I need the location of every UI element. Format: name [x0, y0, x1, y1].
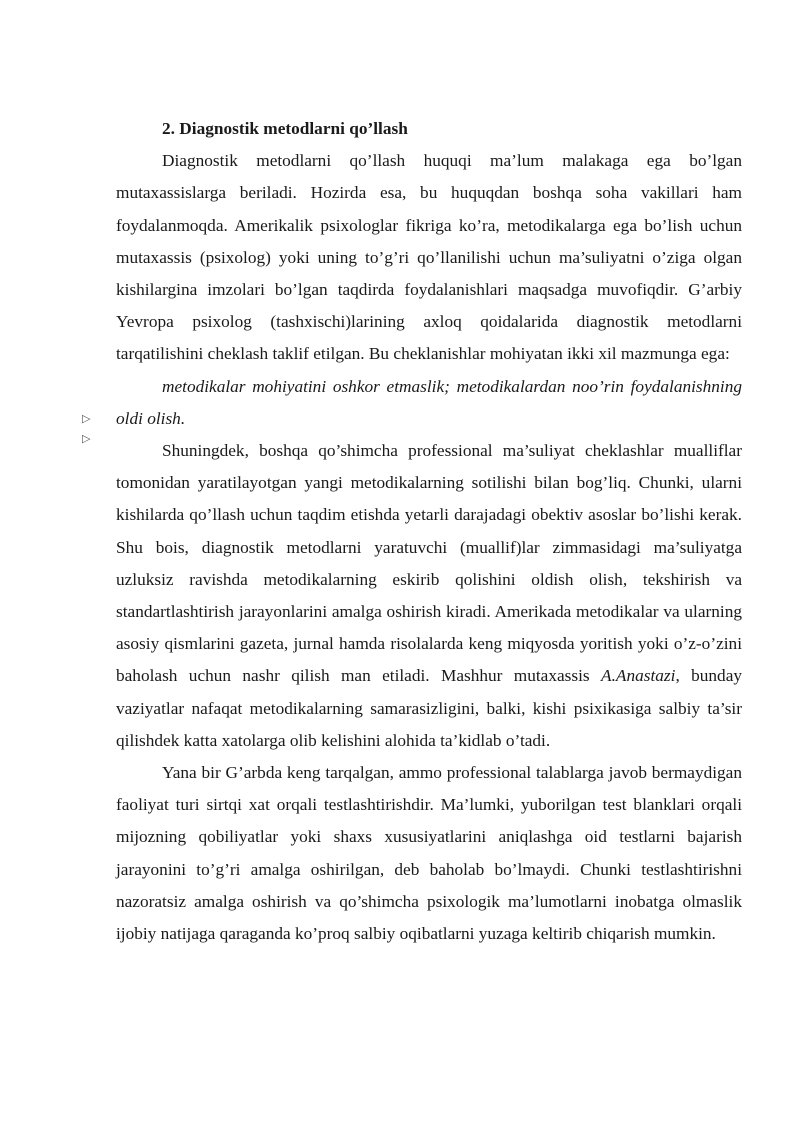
paragraph-4: Yana bir G’arbda keng tarqalgan, ammo professional talablarga javob bermaydigan faoliyat turi sirtqi xat orqali testlashtirishdir. Ma’lumki, yuborilgan test blanklari orqali mijozning qobiliyatlar yoki shaxs xususiyatlarini aniqlashga oid testlarni bajarish jarayonini to’g’ri amalga oshirilgan, deb baholab bo’lmaydi. Chunki testlashtirishni nazoratsiz amalga oshirish va qo’shimcha psixologik ma’lumotlarni inobatga olmaslik ijobiy natijaga qaraganda ko’proq salbiy oqibatlarni yuzaga keltirib chiqarish mumkin.	[116, 763, 742, 944]
paragraph-3-start: Shuningdek, boshqa qo’shimcha professional ma’suliyat cheklashlar mualliflar tomonidan yaratilayotgan yangi metodikalarning sotilishi bilan bog’liq. Chunki, ularni kishilarda qo’llash uchun taqdim etishda yetarli darajadagi obektiv asoslar bo’lishi kerak. Shu bois, diagnostik metodlarni yaratuvchi (muallif)lar zimmasidagi ma’suliyatga uzluksiz ravishda metodikalarning eskirib qolishini oldish olish, tekshirish va standartlashtirish jarayonlarini amalga oshirish kiradi. Amerikada metodikalar va ularning asosiy qismlarini gazeta, jurnal hamda risolalarda keng miqyosda yoritish yoki o’z-o’zini baholash uchun nashr qilish man etiladi. Mashhur mutaxassis	[116, 441, 742, 686]
paragraph-2-italic: metodikalar mohiyatini oshkor etmaslik; metodikalardan noo’rin foydalanishning oldi olish.	[116, 376, 742, 428]
triangle-bullet-icon: ▷	[82, 412, 91, 425]
paragraph-3	[116, 435, 742, 757]
paragraph-3-end: , bunday vaziyatlar nafaqat metodikalarning samarasizligini, balki, kishi psixikasiga salbiy ta’sir qilishdek katta xatolarga olib kelishini alohida ta’kidlab o’tadi.	[116, 666, 743, 750]
document-body	[116, 113, 742, 950]
paragraph-1: Diagnostik metodlarni qo’llash huquqi ma’lum malakaga ega bo’lgan mutaxassislarga beriladi. Hozirda esa, bu huquqdan boshqa soha vakillari ham foydalanmoqda. Amerikalik psixologlar fikriga ko’ra, metodikalarga ega bo’lish uchun mutaxassis (psixolog) yoki uning to’g’ri qo’llanilishi uchun ma’suliyatni o’ziga olgan kishilargina imzolari bo’lgan taqdirda foydalanishlari maqsadga muvofiqdir. G’arbiy Yevropa psixolog (tashxischi)larining axloq qoidalarida diagnostik metodlarni tarqatilishini cheklash taklif etilgan. Bu cheklanishlar mohiyatan ikki xil mazmunga ega:	[116, 151, 742, 364]
section-heading: 2. Diagnostik metodlarni qo’llash	[162, 119, 408, 138]
author-name: A.Anastazi	[601, 666, 676, 686]
triangle-bullet-icon: ▷	[82, 432, 91, 445]
